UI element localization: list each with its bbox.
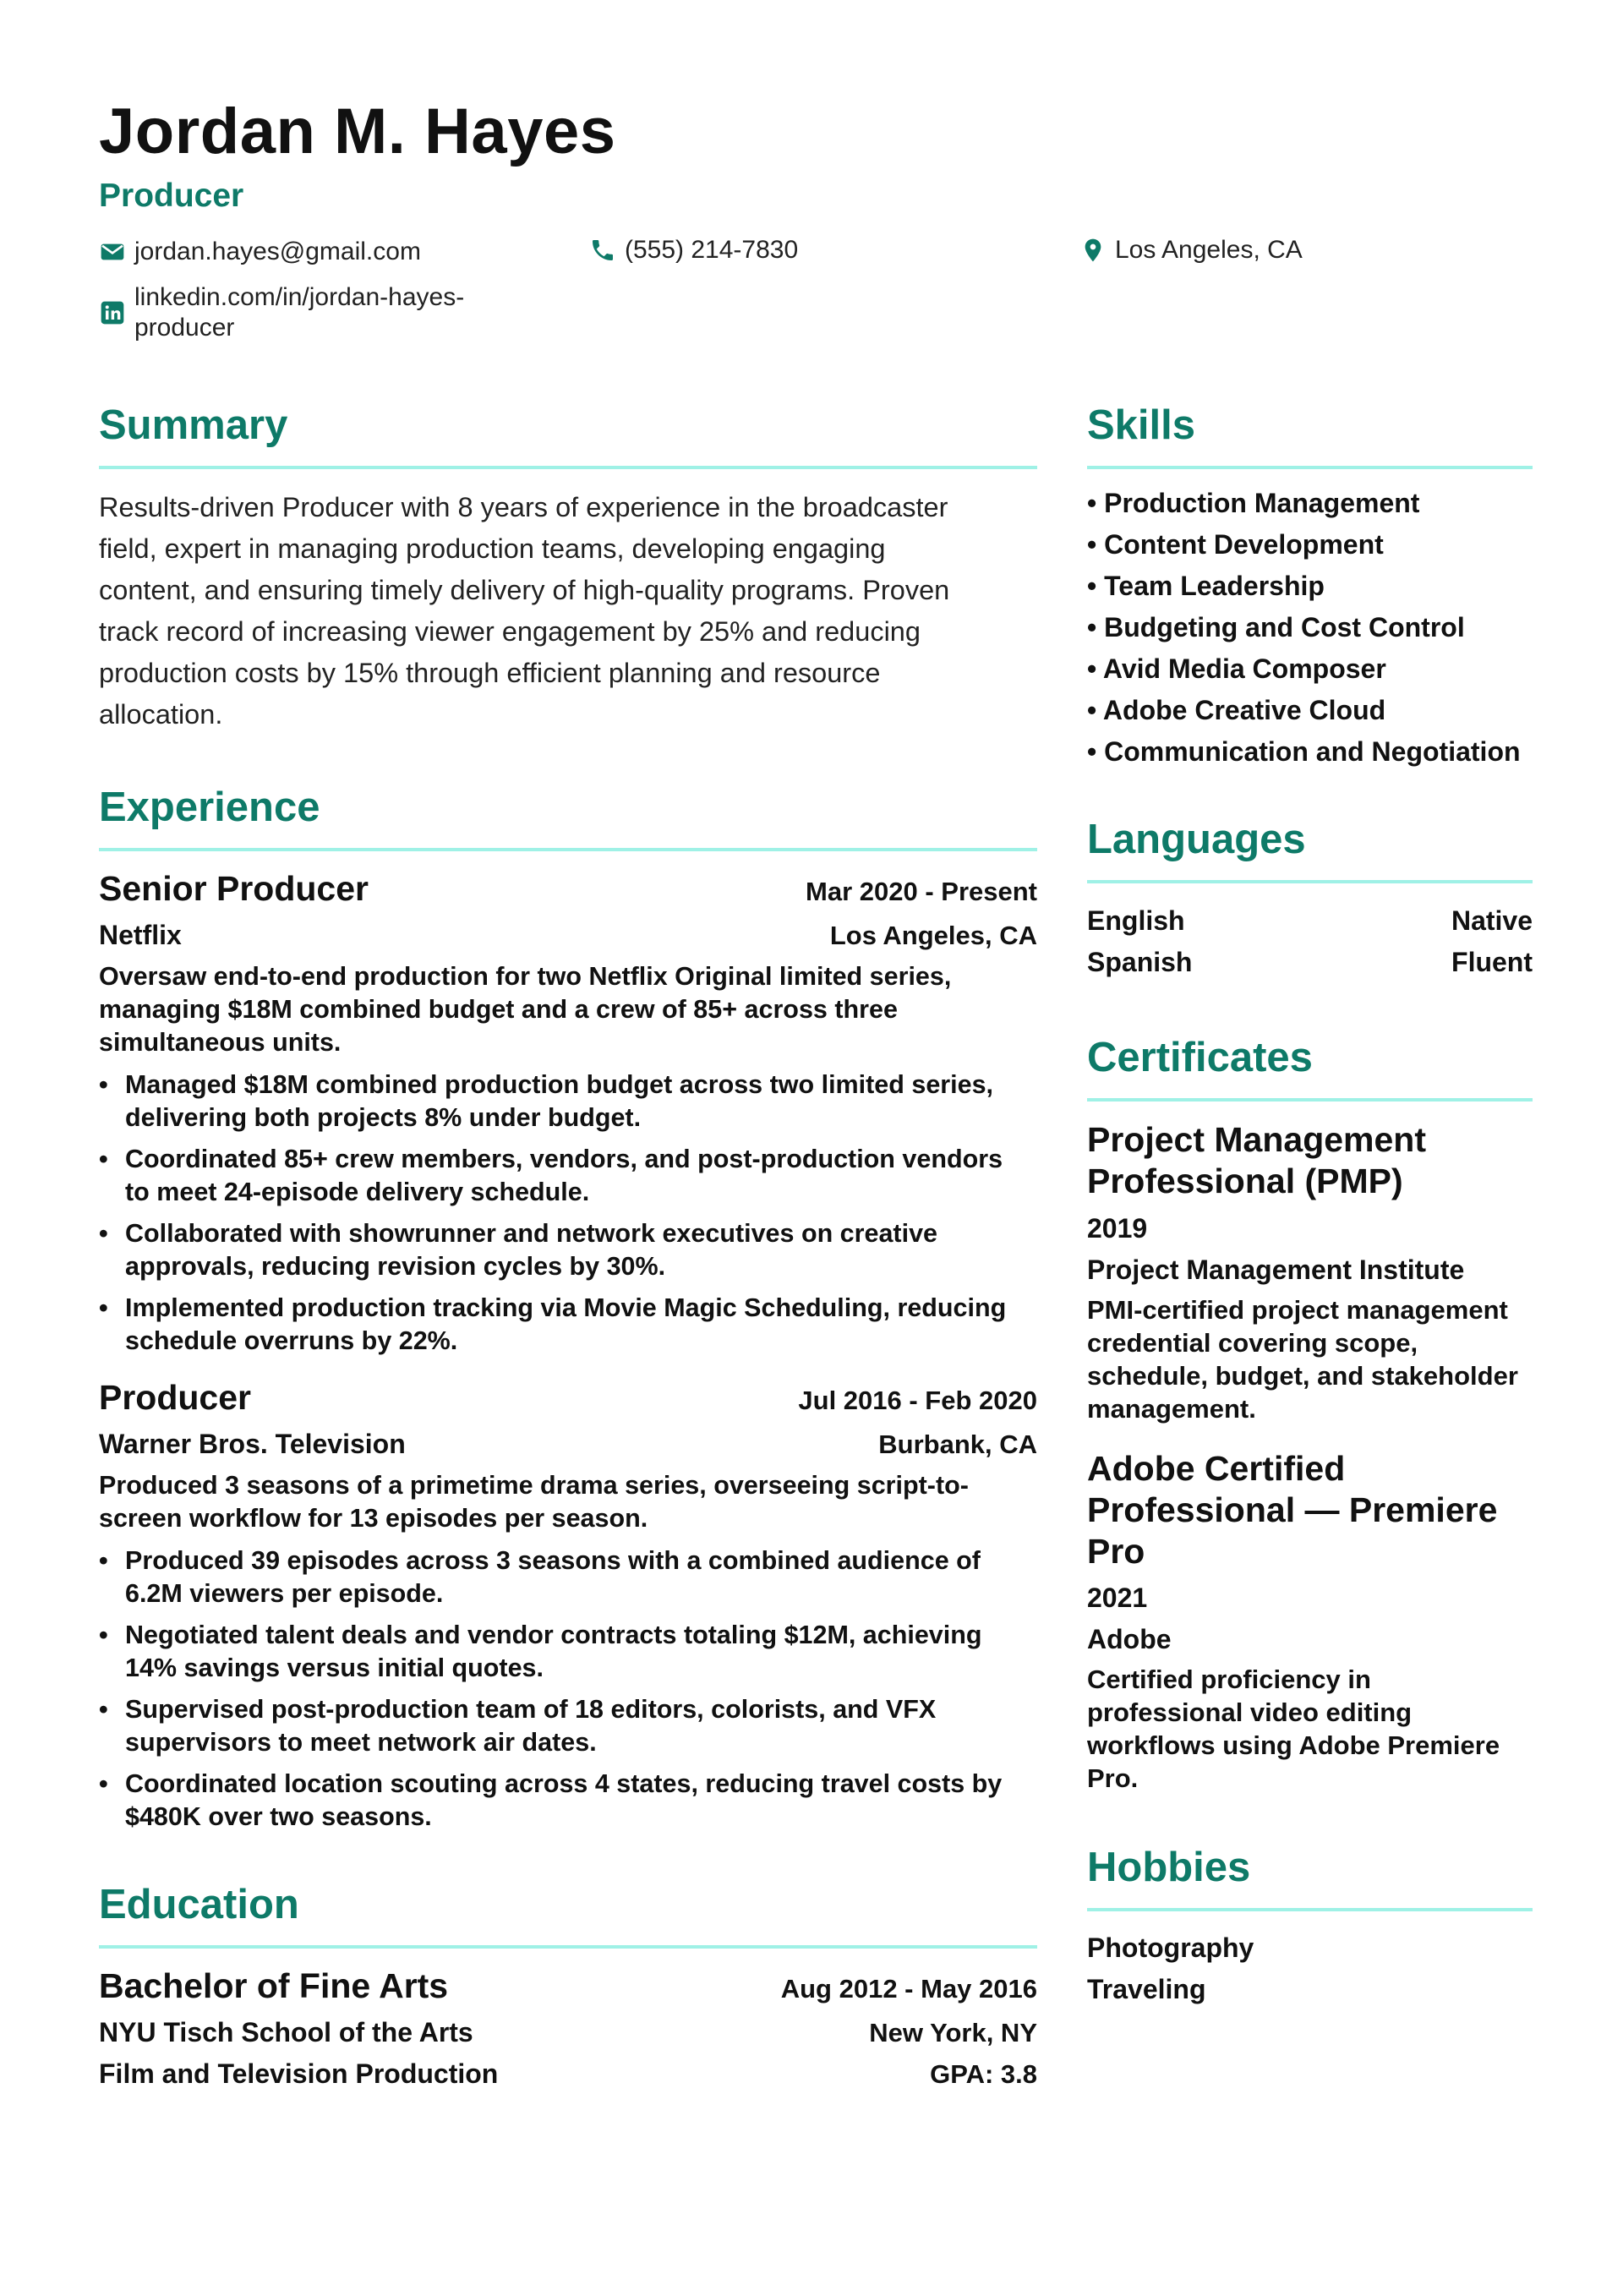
- hobby-item: Traveling: [1087, 1974, 1206, 2004]
- list-item: [99, 1069, 1037, 1134]
- job-dates: Jul 2016 - Feb 2020: [798, 1386, 1037, 1415]
- skill-item: • Budgeting and Cost Control: [1087, 612, 1465, 642]
- summary-line: allocation.: [99, 699, 223, 730]
- certificate-name-line: Adobe Certified: [1087, 1449, 1346, 1488]
- job-description-line: Produced 3 seasons of a primetime drama series, overseeing script-to-: [99, 1471, 969, 1500]
- email-text: jordan.hayes@gmail.com: [134, 238, 421, 265]
- language-name: English: [1087, 905, 1185, 936]
- bullet-line: 14% savings versus initial quotes.: [125, 1654, 544, 1682]
- list-item: [99, 1217, 1037, 1283]
- job-description: [99, 960, 1037, 1059]
- skill-item: • Adobe Creative Cloud: [1087, 695, 1386, 725]
- bullet-line: • Coordinated location scouting across 4 states, reducing travel costs by: [125, 1769, 1003, 1798]
- language-level: Fluent: [1451, 947, 1533, 977]
- job-description-line: Oversaw end-to-end production for two Netflix Original limited series,: [99, 962, 952, 991]
- job-company: Netflix: [99, 920, 182, 950]
- job-company-row: [99, 920, 1037, 951]
- certificate-description: [1087, 1293, 1560, 1425]
- hobby-item: Photography: [1087, 1932, 1254, 1963]
- skills-list: [1087, 483, 1560, 773]
- phone-text: (555) 214-7830: [625, 236, 799, 264]
- linkedin-icon: [99, 299, 126, 326]
- bullet-line: • Negotiated talent deals and vendor contracts totaling $12M, achieving: [125, 1621, 982, 1649]
- job-bullets: [99, 1069, 1037, 1366]
- certificate-name-line: Pro: [1087, 1532, 1145, 1571]
- candidate-name: Jordan M. Hayes: [99, 96, 616, 167]
- job-description-line: managing $18M combined budget and a crew of 85+ across three: [99, 995, 898, 1024]
- certificate-name: [1087, 1119, 1560, 1202]
- bullet-line: • Managed $18M combined production budget across two limited series,: [125, 1070, 994, 1099]
- section-title-hobbies: Hobbies: [1087, 1845, 1251, 1890]
- job-location: Los Angeles, CA: [829, 921, 1037, 950]
- job-location: Burbank, CA: [878, 1430, 1037, 1459]
- contact-phone[interactable]: [589, 235, 798, 265]
- section-title-experience: Experience: [99, 784, 320, 830]
- section-title-certificates: Certificates: [1087, 1035, 1313, 1080]
- bullet-line: • Supervised post-production team of 18 editors, colorists, and VFX: [125, 1695, 937, 1724]
- certificate-issuer: Adobe: [1087, 1624, 1172, 1654]
- certificate-description: [1087, 1663, 1560, 1795]
- field-of-study: Film and Television Production: [99, 2058, 499, 2089]
- section-divider: [99, 1945, 1037, 1949]
- section-divider: [1087, 1908, 1533, 1911]
- job-header: [99, 1378, 1037, 1418]
- skill-item: • Team Leadership: [1087, 571, 1325, 601]
- certificate-description-line: management.: [1087, 1394, 1256, 1424]
- section-title-summary: Summary: [99, 402, 288, 448]
- skill-item: • Content Development: [1087, 529, 1384, 560]
- section-divider: [99, 848, 1037, 851]
- linkedin-line-1: linkedin.com/in/jordan-hayes-: [134, 283, 465, 311]
- education-dates: Aug 2012 - May 2016: [780, 1974, 1037, 2004]
- section-title-skills: Skills: [1087, 402, 1196, 448]
- language-row: [1087, 905, 1533, 937]
- education-school-row: [99, 2017, 1037, 2048]
- certificate-name-line: Professional — Premiere: [1087, 1490, 1498, 1529]
- summary-line: production costs by 15% through efficient planning and resource: [99, 658, 881, 688]
- certificate-description-line: schedule, budget, and stakeholder: [1087, 1361, 1518, 1391]
- skill-item: • Communication and Negotiation: [1087, 736, 1521, 767]
- bullet-line: to meet 24-episode delivery schedule.: [125, 1178, 590, 1206]
- list-item: [99, 1544, 1037, 1610]
- job-header: [99, 869, 1037, 909]
- bullet-line: schedule overruns by 22%.: [125, 1326, 458, 1355]
- job-description-line: simultaneous units.: [99, 1028, 342, 1057]
- language-level: Native: [1451, 905, 1533, 936]
- bullet-line: 6.2M viewers per episode.: [125, 1579, 444, 1608]
- certificate-year: 2021: [1087, 1583, 1148, 1613]
- linkedin-line-2: producer: [134, 314, 235, 342]
- list-item: [99, 1693, 1037, 1759]
- job-description: [99, 1469, 1037, 1535]
- section-divider: [1087, 1098, 1533, 1102]
- section-divider: [99, 466, 1037, 469]
- certificate-name: [1087, 1448, 1560, 1572]
- list-item: [99, 1292, 1037, 1358]
- list-item: [99, 1143, 1037, 1209]
- job-title: Senior Producer: [99, 869, 369, 908]
- skill-item: • Production Management: [1087, 488, 1420, 518]
- job-title: Producer: [99, 1378, 251, 1417]
- language-row: [1087, 947, 1533, 978]
- location-pin-icon: [1079, 237, 1107, 264]
- summary-line: content, and ensuring timely delivery of high-quality programs. Proven: [99, 575, 950, 605]
- section-title-education: Education: [99, 1882, 299, 1927]
- bullet-line: • Coordinated 85+ crew members, vendors, and post-production vendors: [125, 1145, 1003, 1173]
- certificate-description-line: Certified proficiency in: [1087, 1665, 1371, 1694]
- education-header: [99, 1966, 1037, 2006]
- contact-email[interactable]: [99, 237, 421, 267]
- summary-text: [99, 487, 1037, 735]
- degree: Bachelor of Fine Arts: [99, 1966, 449, 2005]
- bullet-line: • Produced 39 episodes across 3 seasons with a combined audience of: [125, 1546, 981, 1575]
- certificate-description-line: professional video editing: [1087, 1697, 1413, 1727]
- bullet-line: • Collaborated with showrunner and network executives on creative: [125, 1219, 937, 1248]
- section-title-languages: Languages: [1087, 817, 1306, 862]
- summary-line: track record of increasing viewer engagement by 25% and reducing: [99, 616, 921, 647]
- bullet-line: delivering both projects 8% under budget.: [125, 1103, 642, 1132]
- candidate-role: Producer: [99, 178, 244, 214]
- contact-linkedin[interactable]: [99, 282, 464, 343]
- education-field-row: [99, 2058, 1037, 2090]
- certificate-issuer: Project Management Institute: [1087, 1255, 1465, 1285]
- certificate-name-line: Professional (PMP): [1087, 1162, 1403, 1200]
- certificate-description-line: credential covering scope,: [1087, 1328, 1418, 1358]
- summary-line: Results-driven Producer with 8 years of experience in the broadcaster: [99, 492, 948, 522]
- job-company: Warner Bros. Television: [99, 1429, 406, 1459]
- bullet-line: $480K over two seasons.: [125, 1802, 432, 1831]
- location-text: Los Angeles, CA: [1115, 236, 1303, 264]
- skill-item: • Avid Media Composer: [1087, 653, 1386, 684]
- section-divider: [1087, 880, 1533, 883]
- job-company-row: [99, 1429, 1037, 1460]
- school-location: New York, NY: [869, 2018, 1037, 2047]
- job-dates: Mar 2020 - Present: [806, 877, 1037, 906]
- bullet-line: • Implemented production tracking via Movie Magic Scheduling, reducing: [125, 1293, 1007, 1322]
- contact-location: [1079, 235, 1303, 265]
- email-icon: [99, 238, 126, 265]
- linkedin-text: [134, 282, 464, 343]
- certificate-name-line: Project Management: [1087, 1120, 1426, 1159]
- language-name: Spanish: [1087, 947, 1193, 977]
- certificate-description-line: Pro.: [1087, 1763, 1139, 1793]
- bullet-line: approvals, reducing revision cycles by 30%.: [125, 1252, 666, 1281]
- job-bullets: [99, 1544, 1037, 1842]
- certificate-description-line: workflows using Adobe Premiere: [1087, 1730, 1500, 1760]
- bullet-line: supervisors to meet network air dates.: [125, 1728, 597, 1757]
- summary-line: field, expert in managing production teams, developing engaging: [99, 533, 886, 564]
- job-description-line: screen workflow for 13 episodes per season.: [99, 1504, 648, 1533]
- school-name: NYU Tisch School of the Arts: [99, 2017, 473, 2047]
- gpa: GPA: 3.8: [930, 2059, 1037, 2089]
- list-item: [99, 1768, 1037, 1834]
- list-item: [99, 1619, 1037, 1685]
- certificate-description-line: PMI-certified project management: [1087, 1295, 1508, 1325]
- certificate-year: 2019: [1087, 1213, 1148, 1244]
- phone-icon: [589, 237, 616, 264]
- section-divider: [1087, 466, 1533, 469]
